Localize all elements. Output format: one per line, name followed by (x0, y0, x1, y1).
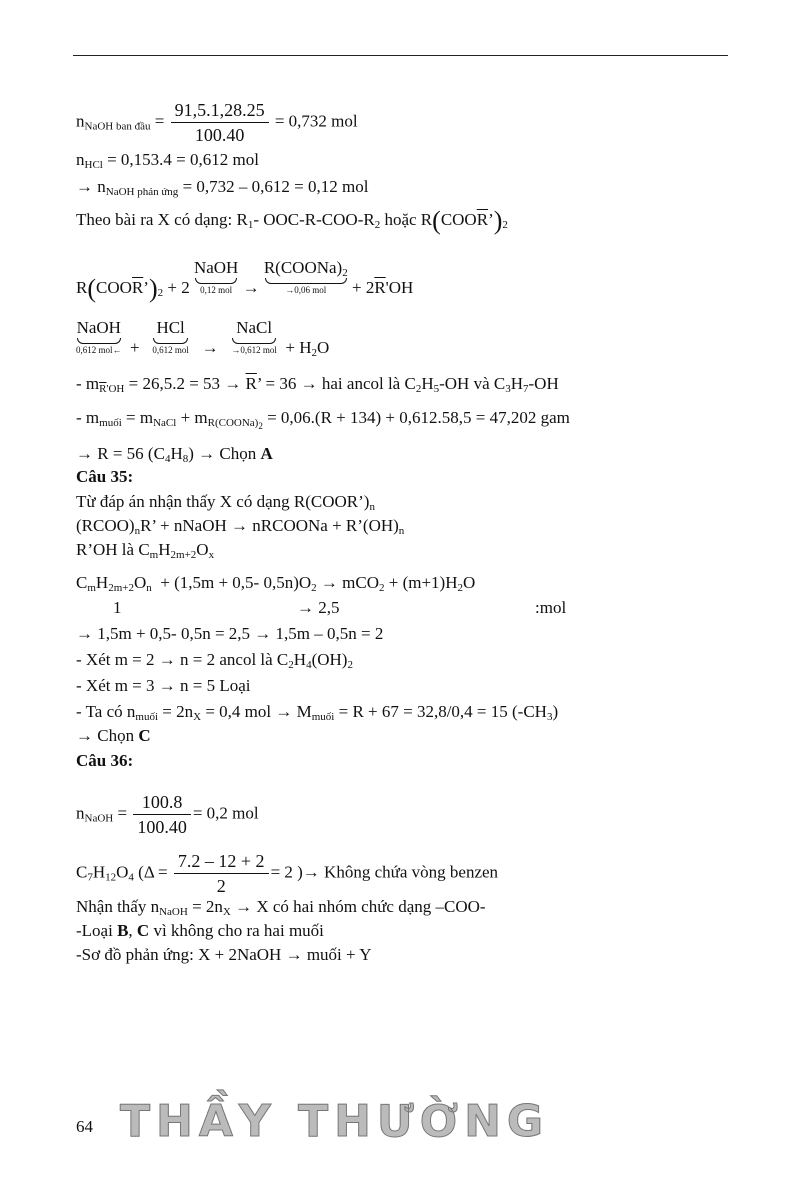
fraction: $\frac{100.8}{100.40}$ (133, 792, 191, 837)
underbrace-nacl: NaCl →0,612 mol (231, 318, 277, 355)
brand-logo: THẦY THƯỜNG (120, 1096, 550, 1147)
heading-cau-36: Câu 36: (76, 751, 134, 770)
line-m-roh: - $m_{\overline{R}'OH} = 26,5.2 = 53 \to \overline{R}$’ = 36 → hai ancol là $C_2H_5-OH$ và $C_3H_7-OH$ (76, 374, 559, 395)
fraction: $\frac{7.2 - 12 + 2}{2}$ (174, 851, 269, 896)
underbrace-salt: $R(COONa)_2$ →0,06 mol (263, 258, 348, 295)
line-m-salt: - $m_{muối} = m_{NaCl} + m_{R(COONa)_2} = 0,06.(R + 134) + 0,612.58,5 = 47,202$ gam (76, 408, 570, 431)
line-35-5b: → 2,5 (297, 598, 340, 617)
line-35-7: - Xét m = 2 → n = 2 ancol là $C_2H_4(OH)_2$ (76, 650, 353, 671)
heading-cau-35: Câu 35: (76, 467, 134, 486)
line-35-8: - Xét m = 3 → n = 5 Loại (76, 676, 251, 695)
header-rule (73, 55, 728, 56)
fraction: $\frac{91,5.1,28.25}{100.40}$ (171, 100, 269, 145)
line-36-2: $C_7H_{12}O_4$ (Δ = $\frac{7.2 - 12 + 2}{2}$ = 2 )→ Không chứa vòng benzen (76, 851, 499, 896)
line-naoh-initial: $n_{NaOH ban đầu}$ = $\frac{91,5.1,28.25}{100.40}$ = 0,732 mol (76, 100, 358, 145)
line-form: Theo bài ra X có dạng: $R_1-$ OOC-$R-COO-R_2$ hoặc $R(COO\overline{R}’)_2$ (76, 206, 508, 235)
line-naoh-reacted: → $n_{NaOH phản ứng} = 0,732 - 0,612 = 0,12$ mol (76, 177, 369, 198)
underbrace-hcl: HCl 0,612 mol (152, 318, 189, 355)
line-35-3: R’OH là $C_mH_{2m+2}O_x$ (76, 540, 215, 561)
line-35-2: $(RCOO)_nR$’ + nNaOH → nRCOONa + $R’(OH)_n$ (76, 516, 405, 537)
line-35-5a: 1 (113, 598, 122, 617)
line-36-1: $n_{NaOH}$ = $\frac{100.8}{100.40}$ = 0,2 mol (76, 792, 259, 837)
line-36-5: -Sơ đồ phản ứng: X + 2NaOH → muối + Y (76, 945, 372, 964)
line-35-6: → 1,5m + 0,5- 0,5n = 2,5 → 1,5m – 0,5n = 2 (76, 624, 384, 643)
underbrace-naoh: NaOH 0,12 mol (193, 258, 239, 295)
line-35-9: - Ta có $n_{muối} = 2n_X = 0,4$ mol → $M_{muối} = R + 67 = 32,8/0,4 = 15$ $(-CH_3)$ (76, 702, 559, 723)
line-answer-c: → Chọn C (76, 726, 151, 745)
underbrace-naoh-2: NaOH 0,612 mol← (76, 318, 122, 355)
line-answer-a: → R = 56 $(C_4H_8)$ → Chọn A (76, 444, 273, 465)
line-35-1: Từ đáp án nhận thấy X có dạng $R(COOR’)_n$ (76, 492, 375, 513)
line-36-4: -Loại B, C vì không cho ra hai muối (76, 921, 324, 940)
line-35-4: $C_mH_{2m+2}O_n + (1,5m + 0,5-$ $0,5n)O_2 \to mCO_2 + (m+1)H_2O$ (76, 573, 476, 594)
equation-1: $R(COO\overline{R}’)_2 + 2$ NaOH 0,12 mol → $R(COONa)_2$ →0,06 mol + $2\overline{R}'OH$ (76, 258, 414, 303)
page-number: 64 (76, 1117, 93, 1136)
equation-2: NaOH 0,612 mol← + HCl 0,612 mol → NaCl →0,612 mol + $H_2O$ (76, 318, 330, 359)
line-36-3: Nhận thấy $n_{NaOH} = 2n_X \to X$ có hai nhóm chức dạng –COO- (76, 897, 486, 918)
line-35-5c: :mol (535, 598, 567, 617)
line-hcl: $n_{HCl} = 0,153.4 = 0,612$ mol (76, 150, 259, 171)
